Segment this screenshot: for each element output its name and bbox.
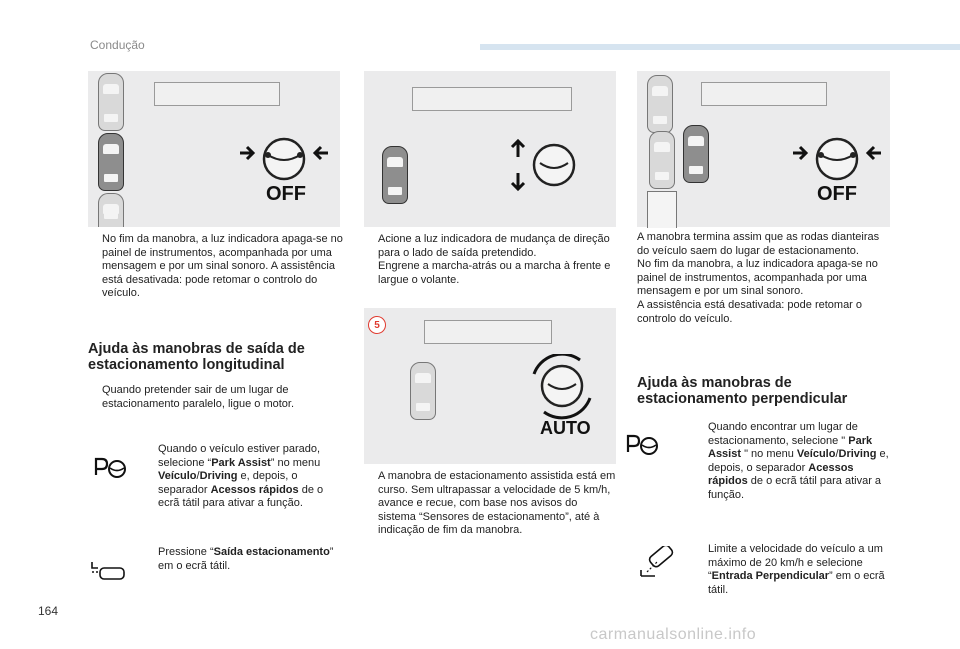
col2-step3: A manobra de estacionamento assistida está em curso. Sem ultrapassar a velocidade de 5 km/h, avance e recue, com base nos avisos do sistema “Sensores de estacionamento”, até à indicação de fim da manobra. xyxy=(364,470,616,538)
col3-intro: A manobra termina assim que as rodas dianteiras do veículo saem do lugar de estacionamento. No fim da manobra, a luz indicadora apaga-se no painel de instrumentos, acompanhada por uma mensagem e por um sinal sonoro. A assistência está desativada: pode retomar o controlo do veículo. xyxy=(637,231,880,325)
bullet-icon xyxy=(88,384,102,411)
parking-perpendicular-icon xyxy=(637,546,677,580)
parked-car-icon xyxy=(647,75,673,133)
section-heading-perpendicular: Ajuda às manobras de estacionamento perpendicular xyxy=(637,375,848,407)
parked-car-icon xyxy=(649,131,675,189)
header-bar xyxy=(480,44,960,50)
steering-wheel-icon xyxy=(787,133,887,185)
own-car-icon xyxy=(98,133,124,191)
illustration-exit-start xyxy=(88,71,340,227)
park-assist-icon xyxy=(625,432,659,456)
own-car-icon xyxy=(683,125,709,183)
steering-wheel-auto-icon xyxy=(524,354,600,420)
parked-car-icon xyxy=(98,73,124,131)
illustration-exit-indicator xyxy=(364,71,616,227)
steering-wheel-icon xyxy=(504,137,584,193)
bullet-icon xyxy=(364,260,378,287)
col1-intro: No fim da manobra, a luz indicadora apaga-se no painel de instrumentos, acompanhada por uma mensagem e por um sinal sonoro. A assistência está desativada: pode retomar o controlo do veículo. xyxy=(88,233,344,301)
section-heading-longitudinal: Ajuda às manobras de saída de estacionamento longitudinal xyxy=(88,341,305,373)
bullet-icon xyxy=(694,543,708,597)
parked-car-icon xyxy=(410,362,436,420)
bullet-icon xyxy=(144,546,158,573)
illustration-exit-end xyxy=(637,71,890,227)
road-lane-marking xyxy=(424,320,552,344)
off-label: OFF xyxy=(817,183,857,205)
bullet-icon xyxy=(364,470,378,538)
step-badge: 5 xyxy=(368,316,386,334)
col1-step3: Pressione “Saída estacionamento” em o ecrã tátil. xyxy=(144,546,340,573)
steering-wheel-icon xyxy=(234,133,334,185)
own-car-icon xyxy=(382,146,408,204)
chapter-title: Condução xyxy=(90,38,145,52)
bullet-icon xyxy=(694,421,708,503)
col1-step1: Quando pretender sair de um lugar de estacionamento paralelo, ligue o motor. xyxy=(88,384,340,411)
bullet-icon xyxy=(88,233,102,301)
road-lane-marking xyxy=(701,82,827,106)
page-number: 164 xyxy=(38,604,59,618)
col3-step2: Limite a velocidade do veículo a um máximo de 20 km/h e selecione “Entrada Perpendicular” em o ecrã tátil. xyxy=(694,543,894,597)
road-lane-marking xyxy=(412,87,572,111)
auto-label: AUTO xyxy=(540,418,591,438)
col1-step2: Quando o veículo estiver parado, selecione “Park Assist” no menu Veículo/Driving e, depois, o separador Acessos rápidos de o ecrã tátil para ativar a função. xyxy=(144,443,340,511)
parking-slot xyxy=(647,191,677,228)
watermark: carmanualsonline.info xyxy=(590,626,757,643)
col3-step1: Quando encontrar um lugar de estacionamento, selecione " Park Assist " no menu Veículo/Driving e, depois, o separador Acessos rápidos de o ecrã tátil para ativar a função. xyxy=(694,421,894,503)
parking-exit-icon xyxy=(90,560,130,582)
parked-car-icon xyxy=(98,193,124,227)
col2-steps: Acione a luz indicadora de mudança de direção para o lado de saída pretendido. Engrene a marcha-atrás ou a marcha à frente e largue o volante. xyxy=(364,233,616,287)
illustration-exit-auto xyxy=(364,308,616,464)
bullet-icon xyxy=(144,443,158,511)
road-lane-marking xyxy=(154,82,280,106)
off-label: OFF xyxy=(266,183,306,205)
park-assist-icon xyxy=(93,455,127,479)
bullet-icon xyxy=(364,233,378,260)
